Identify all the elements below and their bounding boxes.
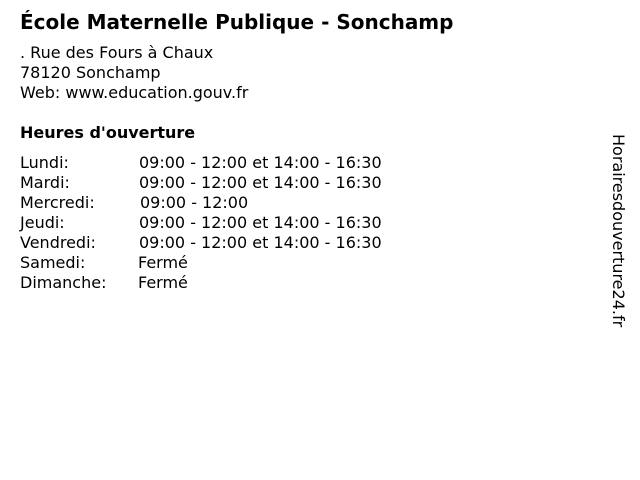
website-text: Web: www.education.gouv.fr	[20, 83, 249, 102]
day-hours: 09:00 - 12:00 et 14:00 - 16:30	[139, 233, 382, 252]
day-label: Vendredi:	[20, 233, 96, 252]
day-label: Samedi:	[20, 253, 86, 272]
day-hours: 09:00 - 12:00	[140, 193, 249, 212]
site-watermark: Horairesdouverture24.fr	[609, 134, 628, 328]
opening-hours-heading: Heures d'ouverture	[20, 123, 196, 142]
day-hours: 09:00 - 12:00 et 14:00 - 16:30	[139, 153, 382, 172]
day-hours: Fermé	[138, 273, 188, 292]
address-block	[20, 43, 248, 103]
address-street: . Rue des Fours à Chaux	[20, 43, 214, 62]
day-label: Mercredi:	[20, 193, 95, 212]
day-label: Jeudi:	[20, 213, 65, 232]
day-label: Dimanche:	[20, 273, 107, 292]
address-city: 78120 Sonchamp	[20, 63, 161, 82]
day-label: Mardi:	[20, 173, 70, 192]
day-hours: 09:00 - 12:00 et 14:00 - 16:30	[139, 213, 382, 232]
day-label: Lundi:	[20, 153, 69, 172]
page-title: École Maternelle Publique - Sonchamp	[20, 10, 454, 34]
day-hours: 09:00 - 12:00 et 14:00 - 16:30	[139, 173, 382, 192]
day-hours: Fermé	[138, 253, 188, 272]
